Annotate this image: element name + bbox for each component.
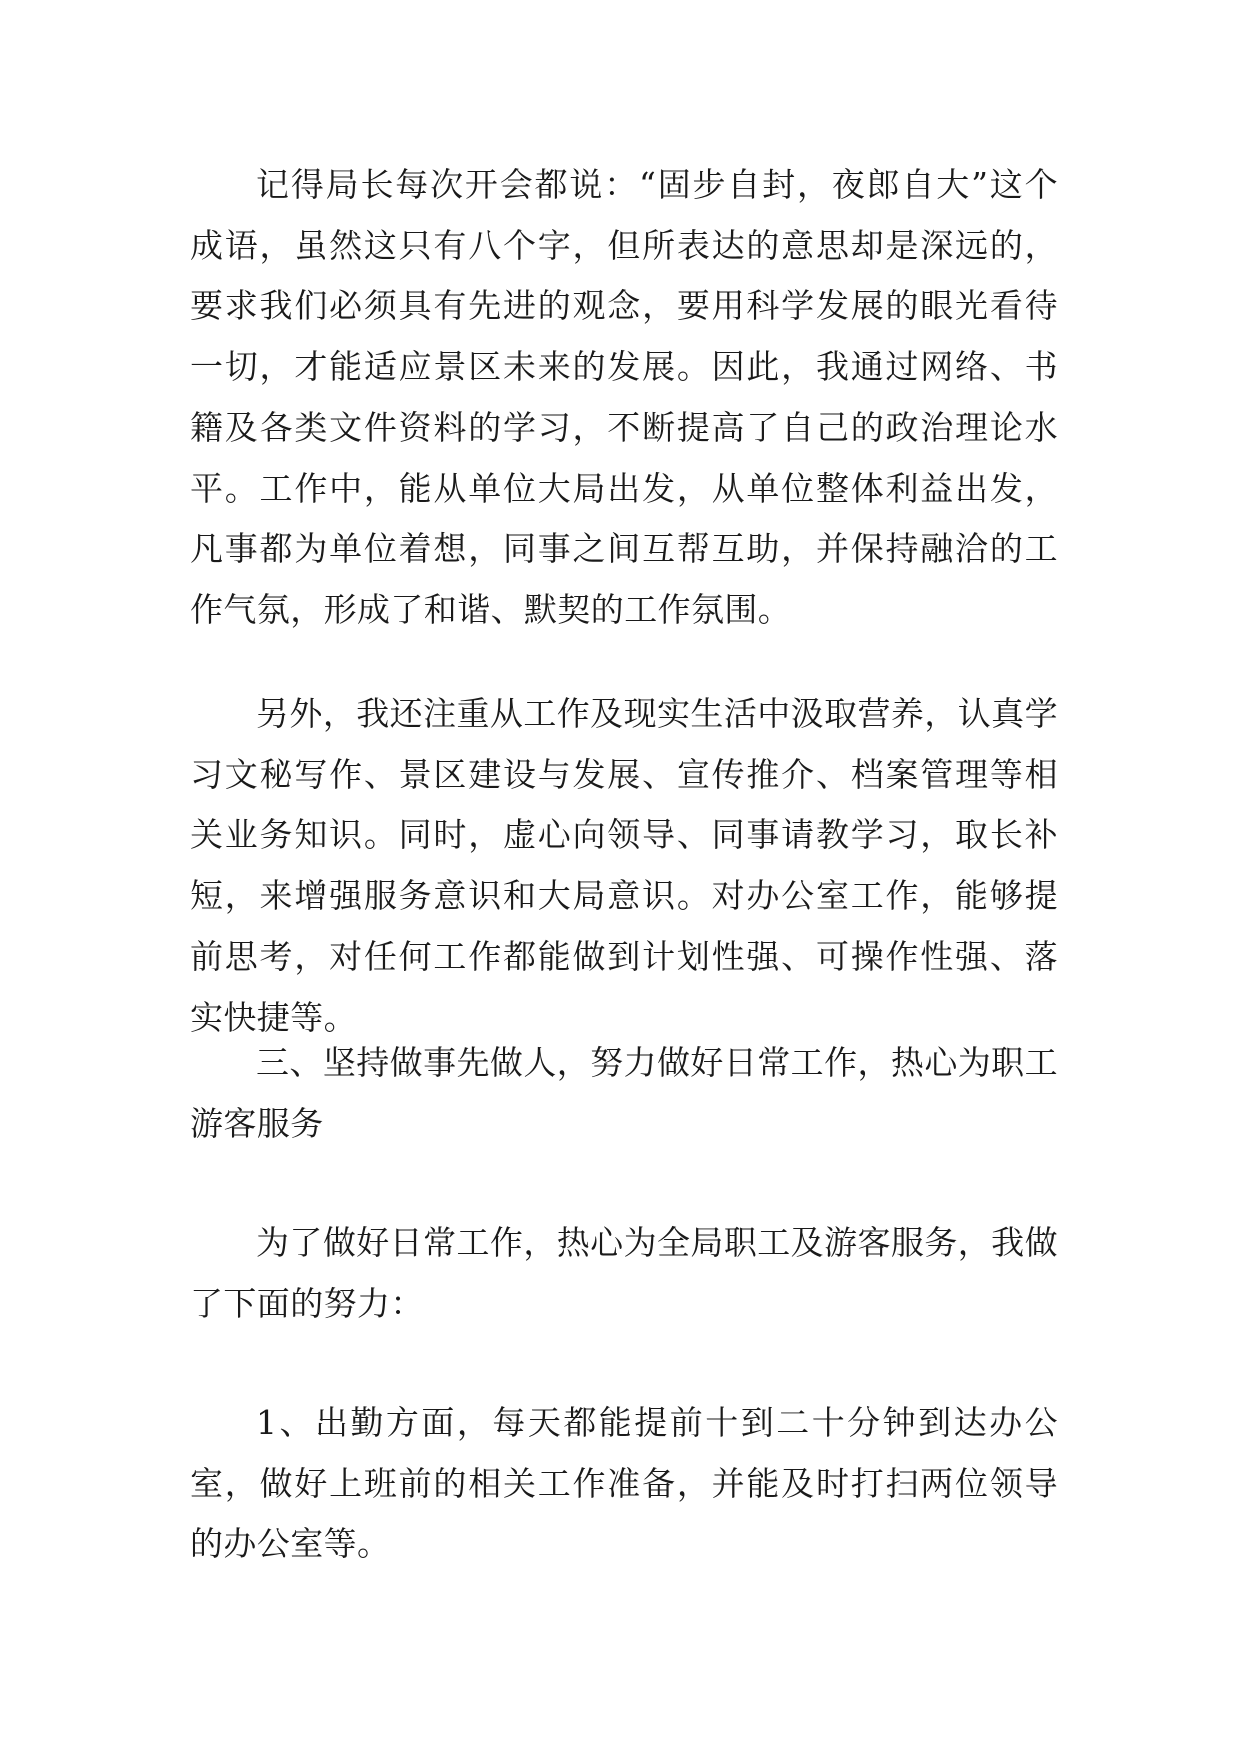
paragraph-motto-reflection: 记得局长每次开会都说：“固步自封，夜郎自大”这个成语，虽然这只有八个字，但所表达的意思却是深远的，要求我们必须具有先进的观念，要用科学发展的眼光看待一切，才能适应景区未来的发展。因此，我通过网络、书籍及各类文件资料的学习，不断提高了自己的政治理论水平。工作中，能从单位大局出发，从单位整体利益出发，凡事都为单位着想，同事之间互帮互助，并保持融洽的工作气氛，形成了和谐、默契的工作氛围。: [190, 165, 1058, 629]
section-heading-three: 三、坚持做事先做人，努力做好日常工作，热心为职工游客服务: [190, 1043, 1058, 1143]
paragraph-learning: 另外，我还注重从工作及现实生活中汲取营养，认真学习文秘写作、景区建设与发展、宣传推介、档案管理等相关业务知识。同时，虚心向领导、同事请教学习，取长补短，来增强服务意识和大局意识。对办公室工作，能够提前思考，对任何工作都能做到计划性强、可操作性强、落实快捷等。: [190, 694, 1058, 1037]
paragraph-daily-work-intro: 为了做好日常工作，热心为全局职工及游客服务，我做了下面的努力：: [190, 1223, 1058, 1323]
paragraph-attendance: 1、出勤方面，每天都能提前十到二十分钟到达办公室，做好上班前的相关工作准备，并能及时打扫两位领导的办公室等。: [190, 1403, 1058, 1564]
